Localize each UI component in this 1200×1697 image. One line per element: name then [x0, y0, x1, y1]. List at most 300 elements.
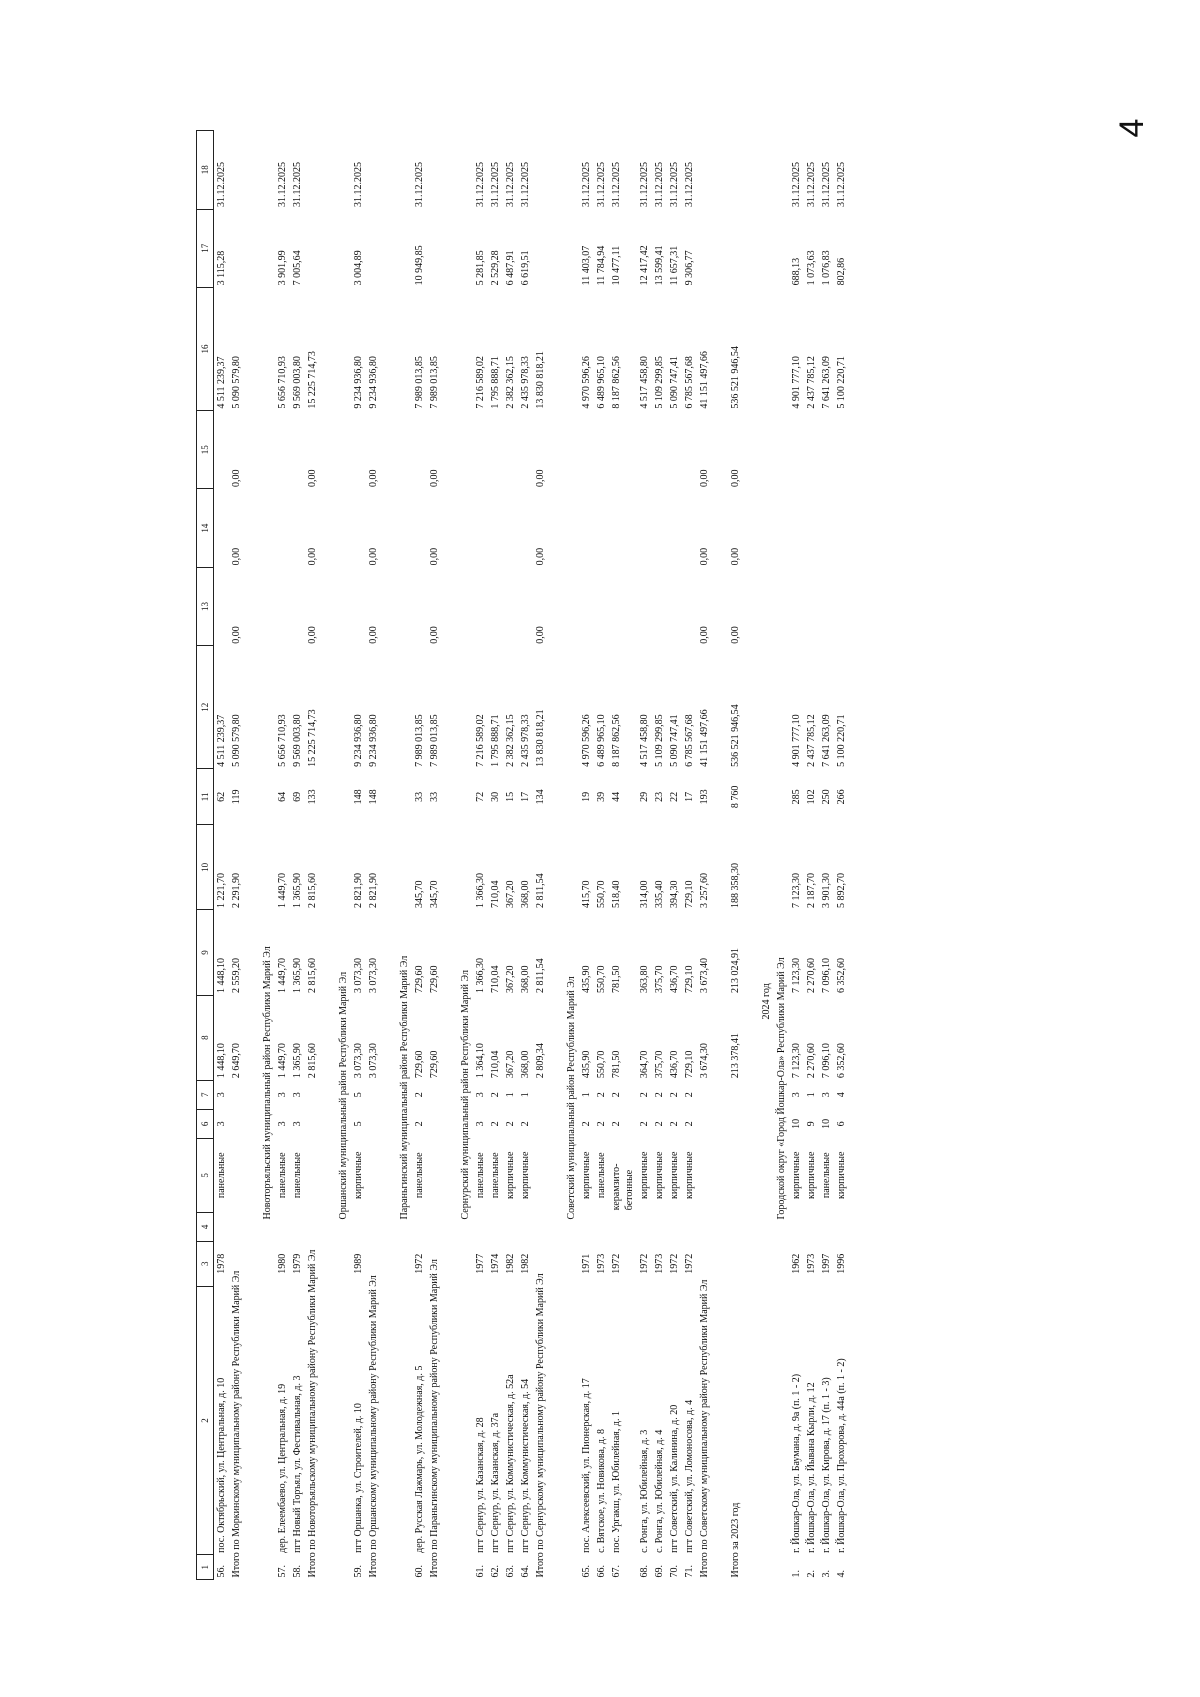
year-row	[759, 131, 774, 1580]
table-cell: 2 270,60	[806, 958, 817, 994]
table-cell: 5	[353, 1121, 364, 1127]
table-cell: 375,70	[654, 1050, 665, 1079]
total-cell: 536 521 946,54	[730, 704, 741, 767]
table-row	[682, 131, 697, 1580]
total-cell: 213 378,41	[730, 1033, 741, 1079]
empty-cell	[697, 131, 712, 210]
table-cell: 2 821,90	[353, 872, 364, 908]
table-cell: 72	[475, 791, 486, 802]
table-cell: г. Йошкар-Ола, ул. Йывана Кырли, д. 12	[806, 1382, 817, 1553]
spacer-row	[712, 131, 728, 1580]
table-cell: пос. Алексеевский, ул. Пионерская, д. 17	[581, 1378, 592, 1553]
table-cell: 5 656 710,93	[277, 356, 288, 409]
column-number-header: 14	[197, 489, 214, 567]
table-cell	[503, 567, 518, 645]
table-cell: 7 216 589,02	[475, 714, 486, 767]
table-cell: панельные	[277, 1152, 288, 1199]
table-cell: 1996	[836, 1253, 847, 1274]
table-cell: 31.12.2025	[216, 162, 227, 208]
table-cell: дер. Елеембаево, ул. Центральная, д. 19	[277, 1383, 288, 1553]
table-row	[579, 131, 594, 1580]
table-cell	[594, 1212, 609, 1241]
table-cell: 4 901 777,10	[791, 714, 802, 767]
table-cell: 31.12.2025	[669, 162, 680, 208]
table-cell: 710,04	[490, 965, 501, 994]
table-cell: 23	[654, 791, 665, 802]
table-cell: 1979	[292, 1253, 303, 1274]
empty-cell	[427, 131, 442, 210]
table-cell: панельные	[216, 1152, 227, 1199]
table-cell: 1982	[520, 1253, 531, 1274]
table-row	[290, 131, 305, 1580]
total-cell: 0,00	[535, 469, 546, 487]
table-cell: 5 100 220,71	[836, 714, 847, 767]
table-cell: 9 234 936,80	[353, 714, 364, 767]
total-cell: 0,00	[535, 547, 546, 566]
table-cell: 3	[821, 1092, 832, 1098]
table-cell: 1 076,83	[821, 250, 832, 286]
table-cell: 5 281,85	[475, 250, 486, 286]
total-cell: 7 989 013,85	[429, 714, 440, 767]
table-cell	[804, 1212, 819, 1241]
table-cell: с. Ронга, ул. Юбилейная, д. 3	[639, 1429, 650, 1553]
table-cell: 1982	[505, 1253, 516, 1274]
table-cell	[652, 489, 667, 567]
empty-cell	[533, 209, 548, 287]
table-cell: 31.12.2025	[791, 162, 802, 208]
table-cell	[351, 489, 366, 567]
table-cell	[594, 567, 609, 645]
table-cell: 2	[490, 1092, 501, 1098]
table-cell: панельные	[414, 1152, 425, 1199]
table-cell: 6	[836, 1121, 847, 1127]
table-cell	[609, 489, 637, 567]
table-cell: 66.	[596, 1565, 607, 1578]
table-cell: 2	[669, 1092, 680, 1098]
table-cell: 31.12.2025	[581, 162, 592, 208]
table-cell	[518, 411, 533, 489]
table-row	[488, 131, 503, 1580]
empty-cell	[229, 131, 244, 210]
table-cell	[275, 567, 290, 645]
table-cell: 62.	[490, 1565, 501, 1578]
total-cell: 213 024,91	[730, 948, 741, 994]
total-cell: 0,00	[231, 547, 242, 566]
table-cell: 781,50	[611, 1050, 622, 1079]
table-cell: кирпичные	[684, 1151, 695, 1200]
total-cell: 0,00	[429, 626, 440, 644]
table-row	[503, 131, 518, 1580]
table-cell: 22	[669, 791, 680, 802]
region-heading: Оршанский муниципальный район Республики Марий Эл	[338, 971, 349, 1220]
total-cell: 2 649,70	[231, 1043, 242, 1079]
table-cell: 3 115,28	[216, 250, 227, 286]
table-cell	[667, 489, 682, 567]
table-cell: 5 109 299,85	[654, 356, 665, 409]
table-cell: 64	[277, 791, 288, 802]
column-number-header: 9	[197, 910, 214, 995]
table-cell	[804, 489, 819, 567]
table-cell: 19	[581, 791, 592, 802]
table-cell: 4 517 458,80	[639, 714, 650, 767]
table-cell: 3 073,30	[353, 958, 364, 994]
table-cell: 61.	[475, 1565, 486, 1578]
table-cell: 67.	[611, 1565, 622, 1578]
spacer-row	[320, 131, 336, 1580]
table-cell: 1	[806, 1092, 817, 1098]
table-cell	[351, 1212, 366, 1241]
table-cell: 69	[292, 791, 303, 802]
table-cell: 3	[216, 1092, 227, 1098]
table-cell: 5 109 299,85	[654, 714, 665, 767]
table-cell: панельные	[490, 1152, 501, 1199]
empty-cell	[305, 209, 320, 287]
table-cell: 31.12.2025	[520, 162, 531, 208]
table-cell	[275, 1212, 290, 1241]
total-cell: 5 090 579,80	[231, 714, 242, 767]
table-row	[214, 131, 230, 1580]
table-cell: 4 511 239,37	[216, 714, 227, 767]
table-cell: 7 123,30	[791, 1043, 802, 1079]
table-cell: 7 123,30	[791, 872, 802, 908]
table-cell: 1989	[353, 1253, 364, 1274]
table-cell: 69.	[654, 1565, 665, 1578]
table-cell: 3	[475, 1121, 486, 1127]
table-cell: 10 477,11	[611, 245, 622, 286]
table-cell: 3	[292, 1121, 303, 1127]
column-number-header: 15	[197, 411, 214, 489]
table-cell: 3 901,99	[277, 250, 288, 286]
table-cell: панельные	[475, 1152, 486, 1199]
spacer-cell	[244, 131, 260, 1580]
table-cell: кирпичные	[669, 1151, 680, 1200]
table-cell: 1978	[216, 1253, 227, 1274]
table-cell: 68.	[639, 1565, 650, 1578]
total-row	[305, 131, 320, 1580]
table-cell: 6 785 567,68	[684, 714, 695, 767]
total-label: Итого по Сернурскому муниципальному району Республики Марий Эл	[535, 1273, 546, 1578]
empty-cell	[366, 131, 381, 210]
table-cell: 1	[505, 1092, 516, 1098]
total-cell: 0,00	[307, 547, 318, 566]
table-cell: 710,04	[490, 880, 501, 908]
table-cell	[412, 411, 427, 489]
total-cell: 148	[368, 789, 379, 805]
table-cell	[579, 489, 594, 567]
table-cell: 2	[414, 1092, 425, 1098]
region-row	[774, 131, 789, 1580]
table-cell	[579, 1212, 594, 1241]
table-cell	[834, 1212, 849, 1241]
table-cell: 2	[581, 1121, 592, 1127]
table-cell: 367,20	[505, 1050, 516, 1079]
spacer-row	[442, 131, 458, 1580]
region-heading: Городской округ «Город Йошкар-Ола» Республики Марий Эл	[776, 957, 787, 1220]
column-number-header: 4	[197, 1212, 214, 1241]
table-cell: 10	[821, 1118, 832, 1129]
region-heading: Новоторъяльский муниципальный район Республики Марий Эл	[262, 946, 273, 1220]
total-cell: 3 673,40	[699, 958, 710, 994]
total-cell: 41 151 497,66	[699, 351, 710, 409]
table-cell: 6 489 965,10	[596, 356, 607, 409]
total-label: Итого по Советскому муниципальному району Республики Марий Эл	[699, 1279, 710, 1578]
table-row	[594, 131, 609, 1580]
column-number-header: 7	[197, 1080, 214, 1109]
table-cell: 31.12.2025	[684, 162, 695, 208]
table-row	[667, 131, 682, 1580]
table-cell: 415,70	[581, 880, 592, 908]
table-cell	[275, 411, 290, 489]
spacer-row	[548, 131, 564, 1580]
table-cell	[637, 411, 652, 489]
table-cell: 6 489 965,10	[596, 714, 607, 767]
empty-cell	[533, 131, 548, 210]
table-cell: 5 656 710,93	[277, 714, 288, 767]
table-cell	[789, 411, 804, 489]
table-cell: 1980	[277, 1253, 288, 1274]
table-cell: 2	[596, 1121, 607, 1127]
table-cell	[412, 567, 427, 645]
page-number: 4	[1113, 118, 1151, 138]
table-cell: 2 382 362,15	[505, 356, 516, 409]
table-cell	[609, 1212, 637, 1241]
table-cell: 9 569 003,80	[292, 714, 303, 767]
table-cell: 5	[353, 1092, 364, 1098]
table-cell: 367,20	[505, 965, 516, 994]
table-cell: 1974	[490, 1253, 501, 1274]
column-number-header: 12	[197, 646, 214, 769]
table-cell: 30	[490, 791, 501, 802]
table-cell	[351, 567, 366, 645]
table-cell	[637, 489, 652, 567]
spacer-cell	[442, 131, 458, 1580]
table-cell: 31.12.2025	[836, 162, 847, 208]
table-cell	[503, 489, 518, 567]
table-cell: 102	[806, 789, 817, 805]
empty-cell	[366, 209, 381, 287]
table-cell: 4 970 596,26	[581, 714, 592, 767]
table-cell	[290, 411, 305, 489]
table-cell: 436,70	[669, 1050, 680, 1079]
table-cell: 781,50	[611, 965, 622, 994]
region-row	[260, 131, 275, 1580]
column-number-header: 17	[197, 209, 214, 287]
table-cell: 33	[414, 791, 425, 802]
table-cell	[351, 411, 366, 489]
total-cell: 8 760	[730, 785, 741, 809]
total-cell: 188 358,30	[730, 862, 741, 908]
table-cell: 5 892,70	[836, 872, 847, 908]
total-label: Итого по Оршанскому муниципальному району Республики Марий Эл	[368, 1275, 379, 1578]
table-cell: 31.12.2025	[611, 162, 622, 208]
table-cell	[609, 411, 637, 489]
table-cell: 11 784,94	[596, 245, 607, 286]
total-cell: 0,00	[699, 626, 710, 644]
table-cell: кирпичные	[806, 1151, 817, 1200]
table-cell	[789, 489, 804, 567]
total-cell: 2 811,54	[535, 873, 546, 908]
region-row	[564, 131, 579, 1580]
table-cell: 2 435 978,33	[520, 356, 531, 409]
total-row	[728, 131, 743, 1580]
table-cell: пгт Сернур, ул. Коммунистическая, д. 54	[520, 1378, 531, 1553]
table-cell	[473, 411, 488, 489]
table-cell: 62	[216, 791, 227, 802]
table-cell	[652, 411, 667, 489]
table-row	[609, 131, 637, 1580]
total-cell: 9 234 936,80	[368, 714, 379, 767]
table-cell: 345,70	[414, 880, 425, 908]
table-cell: 729,10	[684, 965, 695, 994]
table-cell: 1 365,90	[292, 958, 303, 994]
table-cell: 375,70	[654, 965, 665, 994]
total-cell: 0,00	[307, 469, 318, 487]
total-label: Итого за 2023 год	[730, 1502, 741, 1578]
table-cell: 12 417,42	[639, 245, 650, 286]
table-cell: 368,00	[520, 965, 531, 994]
table-cell: 17	[684, 791, 695, 802]
table-cell: 64.	[520, 1565, 531, 1578]
table-cell	[473, 1212, 488, 1241]
table-cell	[214, 567, 230, 645]
table-cell: 7 096,10	[821, 1043, 832, 1079]
table-cell: 56.	[216, 1565, 227, 1578]
table-cell: 3.	[821, 1570, 832, 1578]
table-cell: 1973	[596, 1253, 607, 1274]
table-cell: 1971	[581, 1253, 592, 1274]
empty-cell	[427, 209, 442, 287]
table-cell	[609, 567, 637, 645]
table-cell	[503, 411, 518, 489]
table-row	[518, 131, 533, 1580]
empty-cell	[305, 131, 320, 210]
table-cell	[488, 567, 503, 645]
table-cell: 6 352,60	[836, 1043, 847, 1079]
spacer-row	[743, 131, 759, 1580]
table-cell	[789, 1212, 804, 1241]
table-cell: 7 005,64	[292, 250, 303, 286]
total-cell: 2 821,90	[368, 872, 379, 908]
table-cell: 11 403,07	[581, 245, 592, 286]
table-cell: 335,40	[654, 880, 665, 908]
table-cell: 2 382 362,15	[505, 714, 516, 767]
total-cell: 2 559,20	[231, 958, 242, 994]
table-cell	[594, 489, 609, 567]
table-cell: 729,60	[414, 965, 425, 994]
table-cell: 1 448,10	[216, 1043, 227, 1079]
table-cell: 31.12.2025	[490, 162, 501, 208]
table-cell: 314,00	[639, 880, 650, 908]
column-number-header: 13	[197, 567, 214, 645]
total-cell: 13 830 818,21	[535, 351, 546, 409]
table-cell: 2	[639, 1092, 650, 1098]
total-cell: 345,70	[429, 880, 440, 908]
total-cell: 536 521 946,54	[730, 346, 741, 409]
table-cell: пос. Ургакш, ул. Юбилейная, д. 1	[611, 1411, 622, 1553]
total-cell: 2 815,60	[307, 1043, 318, 1079]
table-cell: 1972	[414, 1253, 425, 1274]
table-cell: 7 641 263,09	[821, 714, 832, 767]
table-cell: 2	[490, 1121, 501, 1127]
table-cell: 1973	[654, 1253, 665, 1274]
total-cell: 133	[307, 789, 318, 805]
region-heading: Сернурский муниципальный район Республики Марий Эл	[460, 970, 471, 1220]
table-cell: 31.12.2025	[639, 162, 650, 208]
table-cell: 550,70	[596, 1050, 607, 1079]
table-cell: пос. Октябрьский, ул. Центральная, д. 10	[216, 1377, 227, 1553]
table-cell: 3	[277, 1092, 288, 1098]
table-cell: 4 901 777,10	[791, 356, 802, 409]
table-cell: 550,70	[596, 880, 607, 908]
table-cell: 2 435 978,33	[520, 714, 531, 767]
spacer-cell	[712, 131, 728, 1580]
total-cell: 2 811,54	[535, 958, 546, 994]
spacer-cell	[548, 131, 564, 1580]
spacer-cell	[320, 131, 336, 1580]
table-cell: 9 234 936,80	[353, 356, 364, 409]
table-cell: 1972	[684, 1253, 695, 1274]
table-cell	[488, 489, 503, 567]
table-cell: 1 366,30	[475, 872, 486, 908]
table-cell: пгт Новый Торъял, ул. Фестивальная, д. 3	[292, 1375, 303, 1553]
total-cell: 0,00	[368, 469, 379, 487]
total-cell: 0,00	[730, 469, 741, 487]
table-cell: 31.12.2025	[292, 162, 303, 208]
table-cell: кирпичные	[654, 1151, 665, 1200]
spacer-row	[381, 131, 397, 1580]
table-cell: 31.12.2025	[596, 162, 607, 208]
total-row	[366, 131, 381, 1580]
table-cell: 3 004,89	[353, 250, 364, 286]
table-cell: 3	[216, 1121, 227, 1127]
total-cell: 119	[231, 789, 242, 805]
table-cell: 31.12.2025	[475, 162, 486, 208]
table-cell: 1	[581, 1092, 592, 1098]
empty-cell	[697, 209, 712, 287]
table-cell	[518, 1212, 533, 1241]
table-cell	[275, 489, 290, 567]
region-row	[458, 131, 473, 1580]
table-cell: с. Вятское, ул. Новикова, д. 8	[596, 1429, 607, 1553]
table-cell	[473, 567, 488, 645]
table-cell: 71.	[684, 1565, 695, 1578]
table-cell: 2 437 785,12	[806, 356, 817, 409]
table-cell: 1 449,70	[277, 958, 288, 994]
table-cell	[804, 567, 819, 645]
table-cell: 29	[639, 791, 650, 802]
table-row	[819, 131, 834, 1580]
table-cell: 17	[520, 791, 531, 802]
table-cell: 802,86	[836, 257, 847, 286]
table-cell: 4.	[836, 1570, 847, 1578]
table-cell	[652, 1212, 667, 1241]
region-heading: Советский муниципальный район Республики Марий Эл	[566, 976, 577, 1220]
table-cell: 4 511 239,37	[216, 356, 227, 409]
total-cell: 2 291,90	[231, 872, 242, 908]
total-cell: 9 234 936,80	[368, 356, 379, 409]
column-number-header: 6	[197, 1109, 214, 1138]
table-cell: 6 487,91	[505, 250, 516, 286]
table-cell	[682, 411, 697, 489]
table-cell: кирпичные	[639, 1151, 650, 1200]
table-row	[637, 131, 652, 1580]
total-cell: 0,00	[368, 626, 379, 644]
region-row	[336, 131, 351, 1580]
table-cell	[682, 489, 697, 567]
table-cell: 31.12.2025	[821, 162, 832, 208]
table-cell: 2	[596, 1092, 607, 1098]
table-cell: 363,80	[639, 965, 650, 994]
